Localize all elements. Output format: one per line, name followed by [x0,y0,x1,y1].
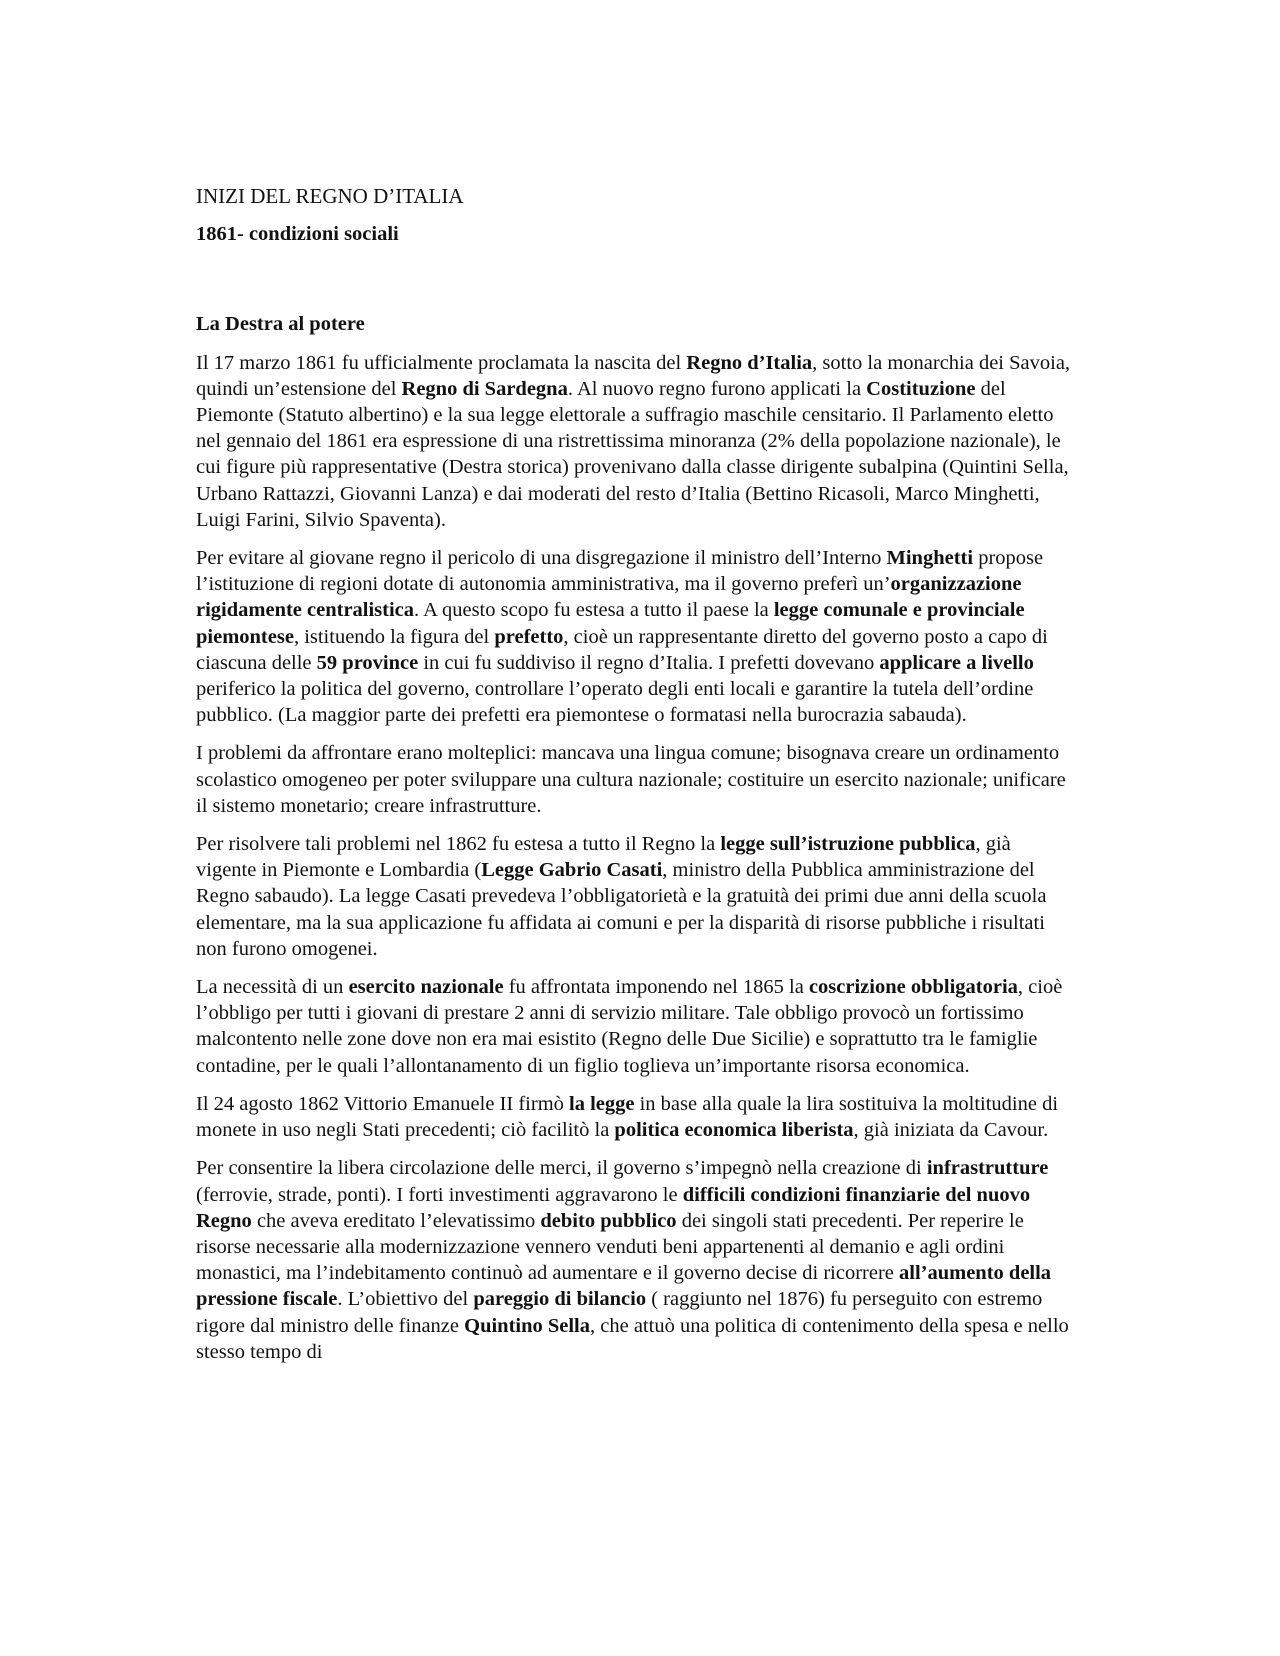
text-run: , cioè un rappresentante diretto del governo posto a capo di ciascuna delle [196,625,1048,674]
bold-text: Quintino Sella [464,1314,591,1337]
section-heading: La Destra al potere [196,313,365,336]
bold-text: Regno di Sardegna [401,377,568,400]
text-run: fu affrontata imponendo nel 1865 la [503,976,809,999]
text-run: , già iniziata da Cavour. [853,1119,1049,1142]
bold-text: difficili condizioni finanziarie del nuovo Regno [196,1183,1031,1232]
paragraph [196,545,1076,728]
bold-text: la legge [569,1092,635,1115]
text-run: Il 17 marzo 1861 fu ufficialmente proclamata la nascita del [196,351,687,374]
bold-text: politica economica liberista [614,1119,854,1142]
text-run: dei singoli stati precedenti. Per reperire le risorse necessarie alla modernizzazione vennero venduti beni appartenenti al demanio e agli ordini monastici, ma l’indebitamento continuò ad aumentare e il governo decise di ricorrere [196,1209,1024,1285]
paragraph [196,740,1076,819]
document-title: INIZI DEL REGNO D’ITALIA [196,184,464,208]
body-text [196,350,1076,1365]
document-page [196,183,1076,1377]
text-run: ( raggiunto nel 1876) fu perseguito con estremo rigore dal ministro delle finanze [196,1288,1043,1337]
text-run: La necessità di un [196,976,349,999]
document-subtitle: 1861- condizioni sociali [196,223,399,246]
bold-text: legge sull’istruzione pubblica [720,833,976,856]
bold-text: debito pubblico [540,1209,677,1232]
paragraph [196,1091,1076,1143]
bold-text: Minghetti [886,547,974,570]
text-run: del Piemonte (Statuto albertino) e la sua legge elettorale a suffragio maschile censitario. Il Parlamento eletto nel gennaio del 1861 era espressione di una ristrettissima minoranza (2% della popolazione nazionale), le cui figure più rappresentative (Destra storica) provenivano dalla classe dirigente subalpina (Quintini Sella, Urbano Rattazzi, Giovanni Lanza) e dai moderati del resto d’Italia (Bettino Ricasoli, Marco Minghetti, Luigi Farini, Silvio Spaventa). [196,377,1069,531]
bold-text: applicare a livello [879,651,1034,674]
bold-text: organizzazione rigidamente centralistica [196,573,1022,622]
text-run: che aveva ereditato l’elevatissimo [251,1209,541,1232]
text-run: . L’obiettivo del [337,1288,474,1311]
text-run: I problemi da affrontare erano molteplici: mancava una lingua comune; bisognava creare un ordinamento scolastico omogeneo per poter sviluppare una cultura nazionale; costituire un esercito nazionale; unificare il sistemo monetario; creare infrastrutture. [196,742,1066,817]
text-run: Per risolvere tali problemi nel 1862 fu estesa a tutto il Regno la [196,833,721,856]
text-run: . A questo scopo fu estesa a tutto il paese la [414,599,774,622]
text-run: Per consentire la libera circolazione delle merci, il governo s’impegnò nella creazione di [196,1157,927,1180]
bold-text: coscrizione obbligatoria [808,976,1018,999]
text-run: in base alla quale la lira sostituiva la moltitudine di monete in uso negli Stati precedenti; ciò facilitò la [196,1092,1059,1142]
text-run: , che attuò una politica di contenimento della spesa e nello stesso tempo di [196,1314,1069,1363]
bold-text: 59 province [316,651,419,674]
text-run: in cui fu suddiviso il regno d’Italia. I prefetti dovevano [418,651,880,674]
text-run: , cioè l’obbligo per tutti i giovani di prestare 2 anni di servizio militare. Tale obbligo provocò un fortissimo malcontento nelle zone dove non era mai esistito (Regno delle Due Sicilie) e soprattutto tra le famiglie contadine, per le quali l’allontanamento di un figlio toglieva un’importante risorsa economica. [196,976,1063,1077]
paragraph [196,831,1076,962]
text-run: , sotto la monarchia dei Savoia, quindi un’estensione del [196,351,1071,400]
bold-text: Costituzione [866,377,976,400]
text-run: propose l’istituzione di regioni dotate di autonomia amministrativa, ma il governo preferì un’ [196,547,1044,596]
text-run: , già vigente in Piemonte e Lombardia ( [196,833,1011,882]
bold-text: prefetto [494,625,564,648]
paragraph [196,1155,1076,1365]
text-run: . Al nuovo regno furono applicati la [567,377,867,400]
bold-text: Legge Gabrio Casati [481,859,663,882]
text-run: , ministro della Pubblica amministrazione del Regno sabaudo). La legge Casati prevedeva l’obbligatorietà e la gratuità dei primi due anni della scuola elementare, ma la sua applicazione fu affidata ai comuni e per la disparità di risorse pubbliche i risultati non furono omogenei. [196,859,1047,960]
text-run: periferico la politica del governo, controllare l’operato degli enti locali e garantire la tutela dell’ordine pubblico. (La maggior parte dei prefetti era piemontese o formatasi nella burocrazia sabauda). [196,678,1034,727]
bold-text: pareggio di bilancio [473,1288,647,1311]
bold-text: legge comunale e provinciale piemontese [196,599,1025,648]
bold-text: infrastrutture [926,1157,1049,1180]
text-run: Per evitare al giovane regno il pericolo di una disgregazione il ministro dell’Interno [196,547,887,570]
text-run: Il 24 agosto 1862 Vittorio Emanuele II firmò [196,1092,570,1115]
bold-text: Regno d’Italia [686,351,813,374]
bold-text: esercito nazionale [348,976,504,999]
paragraph [196,974,1076,1079]
bold-text: all’aumento della pressione fiscale [196,1262,1052,1311]
text-run: , istituendo la figura del [293,625,495,648]
paragraph [196,350,1076,533]
text-run: (ferrovie, strade, ponti). I forti investimenti aggravarono le [196,1183,683,1206]
